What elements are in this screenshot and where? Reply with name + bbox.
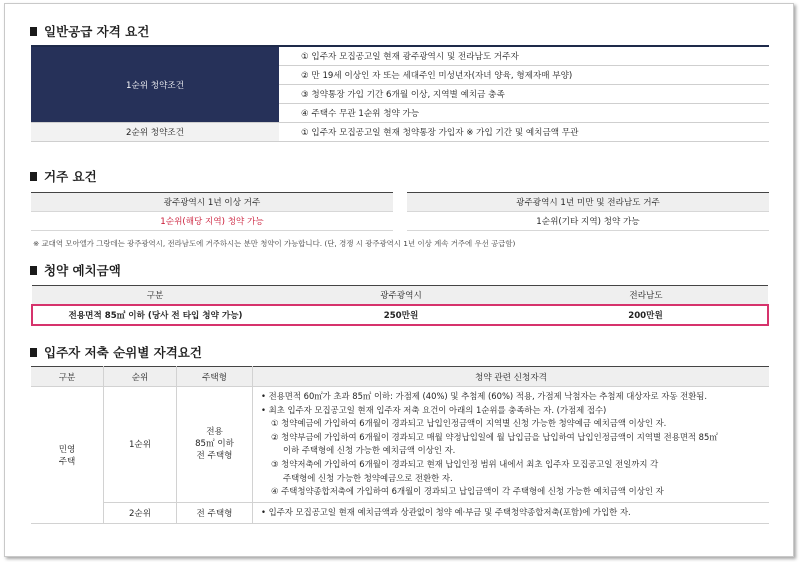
rank1-condition: ① 입주자 모집공고일 현재 광주광역시 및 전라남도 거주자 — [279, 46, 769, 66]
section-title-savings-rank: 입주자 저축 순위별 자격요건 — [30, 343, 202, 361]
residence-right-header: 광주광역시 1년 미만 및 전라남도 거주 — [407, 193, 769, 212]
rank2-label: 2순위 청약조건 — [31, 123, 279, 142]
rank1-condition: ③ 청약통장 가입 기간 6개월 이상, 지역별 예치금 충족 — [279, 85, 769, 104]
deposit-table — [31, 285, 769, 326]
rank1-type-cell: 전용 85㎡ 이하 전 주택형 — [177, 387, 253, 503]
rank-table-header: 순위 — [104, 367, 177, 387]
rank2-type-cell: 전 주택형 — [177, 502, 253, 523]
rank1-condition: ④ 주택수 무관 1순위 청약 가능 — [279, 104, 769, 123]
rank1-cell: 1순위 — [104, 387, 177, 503]
residence-note: ※ 교대역 모아엘가 그랑데는 광주광역시, 전라남도에 거주하시는 분만 청약이 가능합니다. (단, 경쟁 시 광주광역시 1년 이상 계속 거주에 우선 공급함) — [33, 239, 516, 248]
square-bullet-icon — [30, 266, 37, 275]
deposit-jeonnam-value: 200만원 — [524, 305, 768, 325]
residence-table-right — [407, 192, 769, 231]
deposit-gwangju-value: 250만원 — [278, 305, 524, 325]
savings-rank-table — [31, 366, 769, 524]
rank-table-header: 구분 — [31, 367, 104, 387]
rank-table-header: 주택형 — [177, 367, 253, 387]
deposit-row-label: 전용면적 85㎡ 이하 (당사 전 타입 청약 가능) — [32, 305, 278, 325]
deposit-header: 광주광역시 — [278, 286, 524, 306]
rank1-qualification: • 전용면적 60㎡가 초과 85㎡ 이하: 가점제 (40%) 및 추첨제 (60%) 적용, 가점제 낙첨자는 추첨제 대상자로 자동 전환됨. • 최초 입주자 모집공고일 현재 입주자 저축 요건이 아래의 1순위를 충족하는 자. (가점제 접수) ① 청약예금에 가입하여 6개월이 경과되고 납입인정금액이 지역별 신청 가능한 청약예금 예치금액 이상인 자. ② 청약부금에 가입하여 6개월이 경과되고 매월 약정납입일에 월 납입금을 납입하여 납입인정금액이 지역별 전용면적 85㎡ 이하 주택형에 신청 가능한 예치금액 이상인 자. ③ 청약저축에 가입하여 6개월이 경과되고 현재 납입인정 범위 내에서 최초 입주자 모집공고일 전일까지 각 주택형에 신청 가능한 청약예금으로 전환한 자. ④ 주택청약종합저축에 가입하여 6개월이 경과되고 납입금액이 각 주택형에 신청 가능한 예치금액 이상인 자 — [253, 387, 770, 503]
general-supply-table — [31, 45, 769, 142]
deposit-header: 구분 — [32, 286, 278, 306]
rank2-condition: ① 입주자 모집공고일 현재 청약통장 가입자 ※ 가입 기간 및 예치금액 무관 — [279, 123, 769, 142]
rank2-qualification: • 입주자 모집공고일 현재 예치금액과 상관없이 청약 예·부금 및 주택청약종합저축(포함)에 가입한 자. — [253, 502, 770, 523]
rank1-label: 1순위 청약조건 — [31, 46, 279, 123]
section-title-deposit: 청약 예치금액 — [30, 261, 121, 279]
residence-left-value: 1순위(해당 지역) 청약 가능 — [31, 212, 393, 231]
rank2-cell: 2순위 — [104, 502, 177, 523]
square-bullet-icon — [30, 348, 37, 357]
residence-left-header: 광주광역시 1년 이상 거주 — [31, 193, 393, 212]
residence-right-value: 1순위(기타 지역) 청약 가능 — [407, 212, 769, 231]
square-bullet-icon — [30, 27, 37, 36]
category-cell: 민영 주택 — [31, 387, 104, 524]
rank1-condition: ② 만 19세 이상인 자 또는 세대주인 미성년자(자녀 양육, 형제자매 부양) — [279, 66, 769, 85]
rank-table-header: 청약 관련 신청자격 — [253, 367, 770, 387]
residence-table-left — [31, 192, 393, 231]
section-title-residence: 거주 요건 — [30, 167, 97, 185]
square-bullet-icon — [30, 172, 37, 181]
section-title-general-supply: 일반공급 자격 요건 — [30, 22, 149, 40]
deposit-header: 전라남도 — [524, 286, 768, 306]
